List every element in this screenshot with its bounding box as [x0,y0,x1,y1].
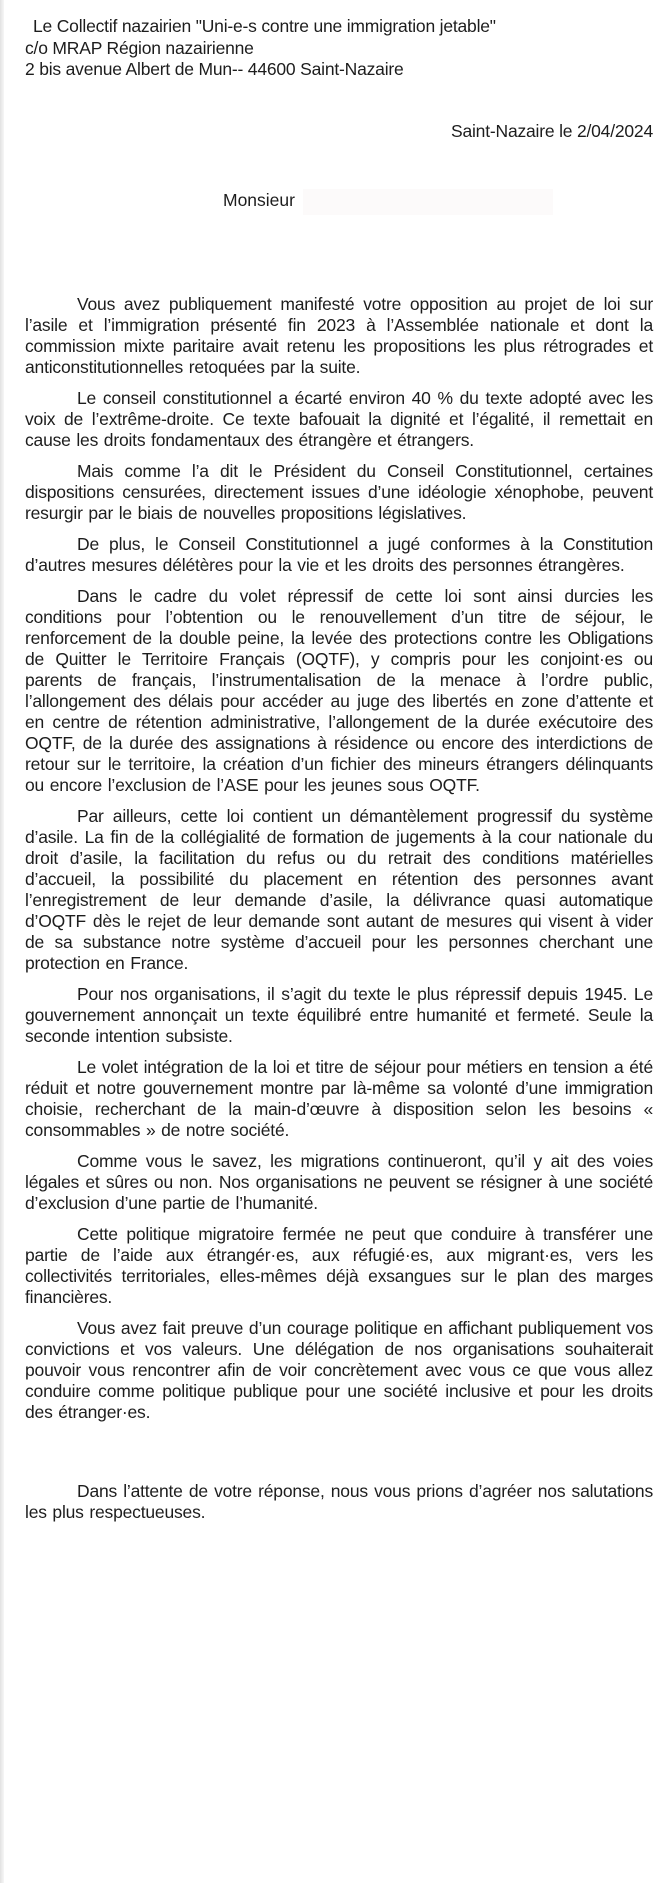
salutation: Monsieur [223,190,295,210]
body-paragraph: Le volet intégration de la loi et titre de séjour pour métiers en tension a été réduit et notre gouvernement montre par là-même sa volonté d’une immigration choisie, recherchant de la main-d’œuvre à disposition selon les besoins « consommables » de notre société. [25,1056,653,1140]
body-paragraph: Cette politique migratoire fermée ne peut que conduire à transférer une partie de l’aide aux étrangér·es, aux réfugié·es, aux migrant·es, vers les collectivités territoriales, elles-mêmes déjà exsangues sur le plan des marges financières. [25,1223,653,1307]
letterhead-care-of: c/o MRAP Région nazairienne [25,37,254,58]
body-paragraph: Le conseil constitutionnel a écarté environ 40 % du texte adopté avec les voix de l’extrême-droite. Ce texte bafouait la dignité et l’égalité, il remettait en cause les droits fondamentaux des étrangère et étrangers. [25,387,653,450]
body-paragraphs [25,294,653,1423]
body-paragraph: Pour nos organisations, il s’agit du texte le plus répressif depuis 1945. Le gouvernement annonçait un texte équilibré entre humanité et fermeté. Seule la seconde intention subsiste. [25,983,653,1046]
body-paragraph: Mais comme l’a dit le Président du Conseil Constitutionnel, certaines dispositions censurées, directement issues d’une idéologie xénophobe, peuvent resurgir par le biais de nouvelles propositions législatives. [25,460,653,523]
redacted-recipient-name [303,189,553,215]
body-paragraph: Vous avez fait preuve d’un courage politique en affichant publiquement vos convictions et vos valeurs. Une délégation de nos organisations souhaiterait pouvoir vous rencontrer afin de voir concrètement avec vous ce que vous allez conduire comme politique publique pour une société inclusive et pour les droits des étranger·es. [25,1317,653,1422]
body-paragraph: De plus, le Conseil Constitutionnel a jugé conformes à la Constitution d’autres mesures délétères pour la vie et les droits des personnes étrangères. [25,533,653,575]
letterhead-organization: Le Collectif nazairien "Uni-e-s contre une immigration jetable" [33,16,496,36]
body-paragraph: Dans le cadre du volet répressif de cette loi sont ainsi durcies les conditions pour l’obtention ou le renouvellement d’un titre de séjour, le renforcement de la double peine, la levée des protections contre les Obligations de Quitter le Territoire Français (OQTF), y compris pour les conjoint·es ou parents de français, l’instrumentalisation de la menace à l’ordre public, l’allongement des délais pour accéder au juge des libertés en zone d’attente et en centre de rétention administrative, l’allongement de la durée exécutoire des OQTF, de la durée des assignations à résidence ou encore des interdictions de retour sur le territoire, la création d’un fichier des mineurs étrangers délinquants ou encore l’exclusion de l’ASE pour les jeunes sous OQTF. [25,585,653,795]
body-paragraph: Vous avez publiquement manifesté votre opposition au projet de loi sur l’asile et l’immigration présenté fin 2023 à l’Assemblée nationale et dont la commission mixte paritaire avait retenu les propositions les plus rétrogrades et anticonstitutionnelles retoquées par la suite. [25,293,653,377]
dateline: Saint-Nazaire le 2/04/2024 [450,120,653,141]
closing-paragraph: Dans l’attente de votre réponse, nous vous prions d’agréer nos salutations les plus respectueuses. [25,1480,653,1522]
body-paragraph: Comme vous le savez, les migrations continueront, qu’il y ait des voies légales et sûres ou non. Nos organisations ne peuvent se résigner à une société d’exclusion d’une partie de l’humanité. [25,1150,653,1213]
salutation-row [223,188,653,214]
letterhead-address: 2 bis avenue Albert de Mun-- 44600 Saint-Nazaire [25,59,404,79]
letterhead [25,16,653,81]
body-paragraph: Par ailleurs, cette loi contient un démantèlement progressif du système d’asile. La fin de la collégialité de formation de jugements à la cour nationale du droit d’asile, la facilitation du refus ou du retrait des conditions matérielles d’accueil, la possibilité du placement en rétention des personnes avant l’enregistrement de leur demande d’asile, la délivrance quasi automatique d’OQTF dès le rejet de leur demande sont autant de mesures qui visent à vider de sa substance notre système d’accueil pour les personnes cherchant une protection en France. [25,805,653,973]
